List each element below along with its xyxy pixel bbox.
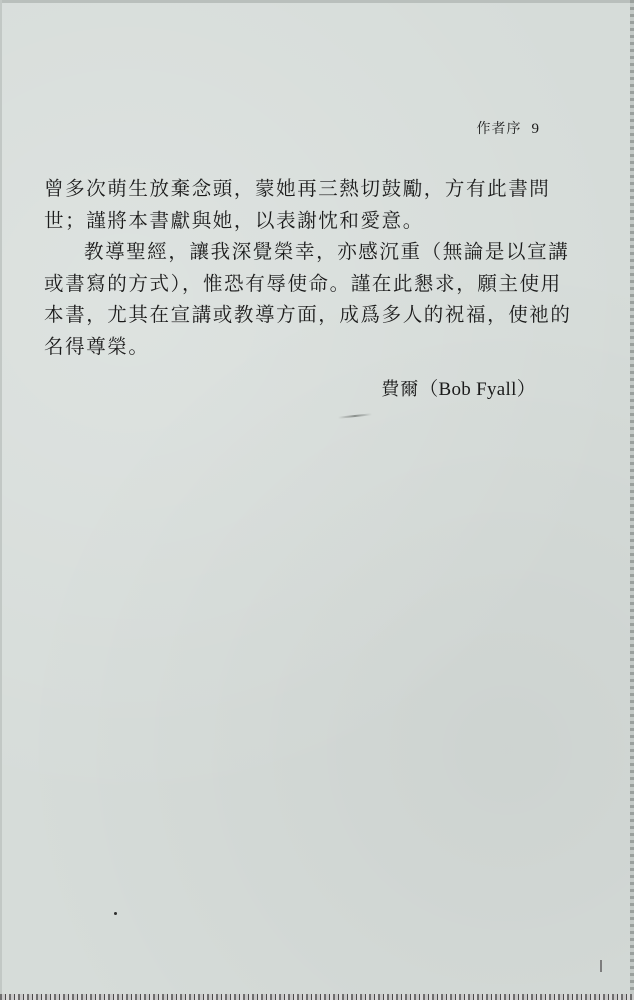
running-header bbox=[477, 118, 541, 138]
author-latin-name: （Bob Fyall） bbox=[419, 379, 536, 400]
author-chinese-name: 費爾 bbox=[381, 379, 420, 400]
page-number: 9 bbox=[531, 121, 540, 137]
page-bottom-edge bbox=[0, 994, 634, 1000]
paragraph-line: 曾多次萌生放棄念頭，蒙她再三熱切鼓勵，方有此書問 bbox=[44, 177, 551, 200]
page-right-edge bbox=[630, 0, 634, 1000]
author-signature bbox=[381, 374, 536, 401]
page-top-edge bbox=[0, 0, 634, 3]
paragraph-line: 名得尊榮。 bbox=[44, 334, 150, 358]
paper-smudge bbox=[338, 413, 372, 419]
paper-scratch bbox=[600, 960, 602, 972]
page-left-edge bbox=[0, 0, 2, 1000]
running-header-title: 作者序 bbox=[476, 121, 522, 137]
paragraph-line: 本書，尤其在宣講或教導方面，成爲多人的祝福，使祂的 bbox=[44, 303, 572, 327]
paragraph-2 bbox=[44, 236, 572, 362]
paragraph-1 bbox=[44, 173, 551, 236]
paragraph-line: 世；謹將本書獻與她，以表謝忱和愛意。 bbox=[44, 208, 424, 232]
paragraph-line: 或書寫的方式），惟恐有辱使命。謹在此懇求，願主使用 bbox=[44, 271, 562, 295]
body-text bbox=[44, 173, 572, 363]
paragraph-line: 教導聖經，讓我深覺榮幸，亦感沉重（無論是以宣講 bbox=[84, 240, 570, 264]
paper-speck bbox=[114, 912, 117, 915]
